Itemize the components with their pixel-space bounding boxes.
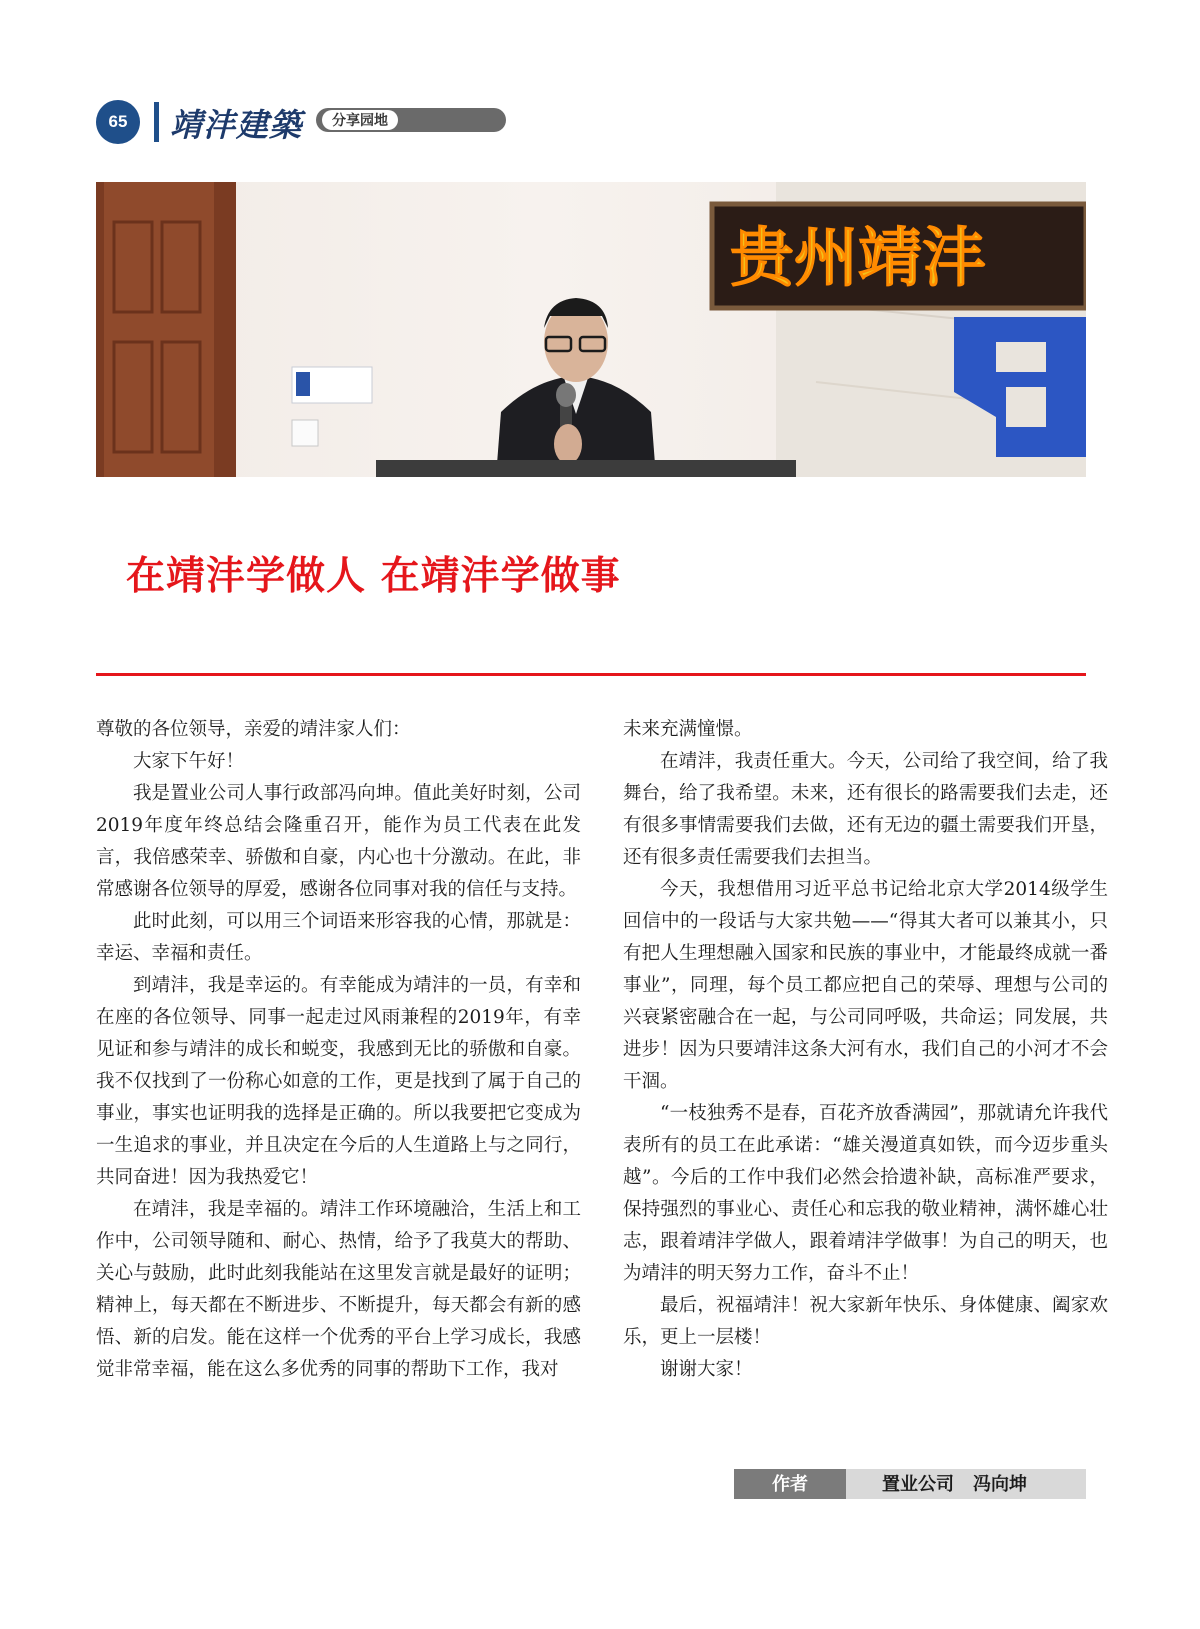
page-header [96, 98, 516, 146]
title-divider [96, 673, 1086, 676]
page-number-badge: 65 [96, 100, 140, 144]
led-sign-text: 贵州靖沣 [730, 222, 986, 296]
paragraph: 在靖沣，我是幸福的。靖沣工作环境融洽，生活上和工作中，公司领导随和、耐心、热情，给予了我莫大的帮助、关心与鼓励，此时此刻我能站在这里发言就是最好的证明；精神上，每天都在不断进步、不断提升，每天都会有新的感悟、新的启发。能在这样一个优秀的平台上学习成长，我感觉非常幸福，能在这么多优秀的同事的帮助下工作，我对 [96, 1199, 581, 1380]
paragraph-continuation: 未来充满憧憬。 [623, 719, 753, 740]
salutation: 尊敬的各位领导，亲爱的靖沣家人们： [96, 719, 411, 740]
article-title: 在靖沣学做人 在靖沣学做事 [126, 554, 621, 599]
paragraph: 此时此刻，可以用三个词语来形容我的心情，那就是：幸运、幸福和责任。 [96, 911, 581, 964]
paragraph: 大家下午好！ [133, 751, 245, 772]
paragraph: 今天，我想借用习近平总书记给北京大学2014级学生回信中的一段话与大家共勉——“得其大者可以兼其小，只有把人生理想融入国家和民族的事业中，才能最终成就一番事业”，同理，每个员工都应把自己的荣辱、理想与公司的兴衰紧密融合在一起，与公司同呼吸，共命运；同发展，共进步！因为只要靖沣这条大河有水，我们自己的小河才不会干涸。 [623, 879, 1108, 1092]
article-left-column [96, 714, 581, 1386]
paragraph: 我是置业公司人事行政部冯向坤。值此美好时刻，公司2019年度年终总结会隆重召开，能作为员工代表在此发言，我倍感荣幸、骄傲和自豪，内心也十分激动。在此，非常感谢各位领导的厚爱，感谢各位同事对我的信任与支持。 [96, 783, 581, 900]
podium [376, 460, 796, 477]
door-panel [104, 182, 214, 477]
paragraph: 到靖沣，我是幸运的。有幸能成为靖沣的一员，有幸和在座的各位领导、同事一起走过风雨兼程的2019年，有幸见证和参与靖沣的成长和蜕变，我感到无比的骄傲和自豪。我不仅找到了一份称心如意的工作，更是找到了属于自己的事业，事实也证明我的选择是正确的。所以我要把它变成为一生追求的事业，并且决定在今后的人生道路上与之同行，共同奋进！因为我热爱它！ [96, 975, 581, 1188]
paragraph: “一枝独秀不是春，百花齐放香满园”，那就请允许我代表所有的员工在此承诺：“雄关漫道真如铁，而今迈步重头越”。今后的工作中我们必然会拾遗补缺，高标准严要求，保持强烈的事业心、责任心和忘我的敬业精神，满怀雄心壮志，跟着靖沣学做人，跟着靖沣学做事！为自己的明天，也为靖沣的明天努力工作，奋斗不止！ [623, 1103, 1108, 1284]
photo-illustration [96, 182, 1086, 477]
header-photo [96, 182, 1086, 477]
byline-author: 置业公司 冯向坤 [846, 1469, 1086, 1499]
paragraph: 最后，祝福靖沣！祝大家新年快乐、身体健康、阖家欢乐，更上一层楼！ [623, 1295, 1108, 1348]
header-divider [154, 102, 159, 142]
closing: 谢谢大家！ [660, 1359, 753, 1380]
byline-label: 作者 [734, 1469, 846, 1499]
author-byline [734, 1469, 1086, 1499]
magazine-title: 靖沣建築 [170, 106, 303, 144]
light-switch [292, 420, 318, 446]
section-tag [316, 108, 506, 132]
article-right-column [623, 714, 1108, 1386]
paragraph: 在靖沣，我责任重大。今天，公司给了我空间，给了我舞台，给了我希望。未来，还有很长的路需要我们去走，还有很多事情需要我们去做，还有无边的疆土需要我们开垦，还有很多责任需要我们去担当。 [623, 751, 1108, 868]
section-tag-label: 分享园地 [322, 110, 398, 130]
